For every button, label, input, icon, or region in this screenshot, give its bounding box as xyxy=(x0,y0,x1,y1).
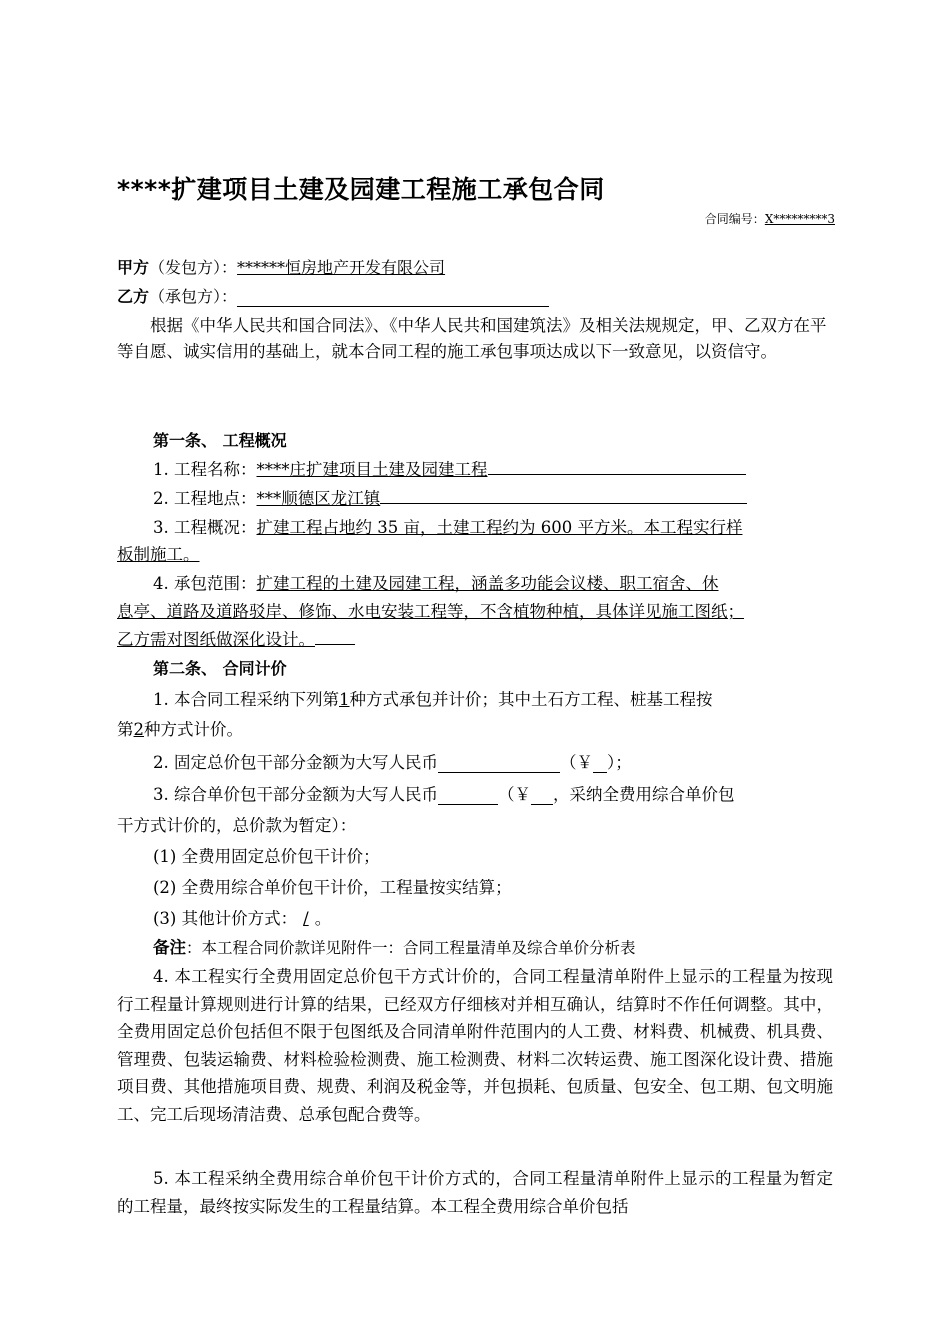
item-1-underline xyxy=(488,473,746,475)
fixed-total-amount-blank xyxy=(438,756,560,773)
party-b-line xyxy=(117,284,549,307)
earthwork-method-number: 2 xyxy=(133,720,144,739)
pricing-option-2: (2) 全费用综合单价包干计价，工程量按实结算； xyxy=(153,878,512,897)
remark-text: ：本工程合同价款详见附件一：合同工程量清单及综合单价分析表 xyxy=(186,939,636,957)
pricing-option-3-end: 。 xyxy=(314,909,332,928)
contract-number-value: X*********3 xyxy=(764,212,835,226)
pricing-item-2-text-c: ）； xyxy=(607,753,632,772)
pricing-item-2-text-b: （￥ xyxy=(560,753,593,772)
remark-line xyxy=(153,934,636,958)
project-overview-line-2: 板制施工。 xyxy=(117,545,200,564)
article-1-item-1 xyxy=(153,456,746,480)
pricing-item-2 xyxy=(153,749,632,773)
pricing-item-3-line-2: 干方式计价的，总价款为暂定）： xyxy=(117,816,357,835)
unit-price-amount-blank xyxy=(438,788,498,805)
article-2-heading: 第二条、 合同计价 xyxy=(153,659,287,678)
party-a-name: ******恒房地产开发有限公司 xyxy=(237,258,446,277)
intro-paragraph: 根据《中华人民共和国合同法》、《中华人民共和国建筑法》及相关法规规定，甲、乙双方在平等自愿、诚实信用的基础上，就本合同工程的施工承包事项达成以下一致意见，以资信守。 xyxy=(117,316,827,361)
article-1-item-2 xyxy=(153,485,747,509)
pricing-item-1-text-c: 第 xyxy=(117,720,134,739)
party-b-label: 乙方 xyxy=(117,287,150,306)
item-3-label: 3. 工程概况： xyxy=(153,518,257,537)
pricing-item-1-text-d: 种方式计价。 xyxy=(144,720,243,739)
project-location-value: ***顺德区龙江镇 xyxy=(256,489,381,508)
pricing-item-4-paragraph: 4. 本工程实行全费用固定总价包干方式计价的，合同工程量清单附件上显示的工程量为按现行工程量计算规则进行计算的结果，已经双方仔细核对并相互确认，结算时不作任何调整。其中，全费用固定总价包括但不限于包图纸及合同清单附件范围内的人工费、材料费、机械费、机具费、管理费、包装运输费、材料检验检测费、施工检测费、材料二次转运费、施工图深化设计费、措施项目费、其他措施项目费、规费、利润及税金等，并包损耗、包质量、包安全、包工期、包文明施工、完工后现场清洁费、总承包配合费等。 xyxy=(117,967,833,1124)
article-1-item-4 xyxy=(153,570,719,594)
pricing-option-3 xyxy=(153,905,331,929)
scope-line-3: 乙方需对图纸做深化设计。 xyxy=(117,630,315,649)
party-b-role: （承包方）： xyxy=(149,287,238,306)
other-method-value: / xyxy=(303,909,309,928)
pricing-item-1-text-a: 1. 本合同工程采纳下列第 xyxy=(153,690,339,709)
scope-underline xyxy=(315,643,355,645)
item-2-underline xyxy=(380,502,747,504)
scope-line-1: 扩建工程的土建及园建工程，涵盖多功能会议楼、职工宿舍、休 xyxy=(256,574,719,593)
contract-number-label: 合同编号： xyxy=(704,212,765,226)
party-a-label: 甲方 xyxy=(117,258,150,277)
unit-price-yen-blank xyxy=(531,788,553,805)
party-b-blank xyxy=(237,290,549,307)
item-2-label: 2. 工程地点： xyxy=(153,489,257,508)
scope-line-3-wrap xyxy=(117,626,355,650)
pricing-item-2-text-a: 2. 固定总价包干部分金额为大写人民币 xyxy=(153,753,438,772)
pricing-option-3-label: (3) 其他计价方式： xyxy=(153,909,298,928)
pricing-item-3-text-a: 3. 综合单价包干部分金额为大写人民币 xyxy=(153,785,438,804)
pricing-option-1: (1) 全费用固定总价包干计价； xyxy=(153,847,380,866)
pricing-item-3-text-c: ，采纳全费用综合单价包 xyxy=(553,785,735,804)
pricing-item-3-text-b: （￥ xyxy=(498,785,531,804)
article-1-item-3 xyxy=(153,514,742,538)
pricing-item-1 xyxy=(153,686,713,710)
article-1-heading: 第一条、 工程概况 xyxy=(153,431,287,450)
document-title: ****扩建项目土建及园建工程施工承包合同 xyxy=(117,175,605,204)
fixed-total-yen-blank xyxy=(593,756,607,773)
pricing-item-1-text-b: 种方式承包并计价；其中土石方工程、桩基工程按 xyxy=(349,690,713,709)
remark-label: 备注 xyxy=(153,938,186,957)
item-1-label: 1. 工程名称： xyxy=(153,460,257,479)
scope-line-2: 息亭、道路及道路驳岸、修饰、水电安装工程等，不含植物种植，具体详见施工图纸； xyxy=(117,602,744,621)
pricing-item-3 xyxy=(153,781,735,805)
item-4-label: 4. 承包范围： xyxy=(153,574,257,593)
pricing-method-number: 1 xyxy=(339,690,350,709)
pricing-item-5-paragraph: 5. 本工程采纳全费用综合单价包干计价方式的，合同工程量清单附件上显示的工程量为暂定的工程量，最终按实际发生的工程量结算。本工程全费用综合单价包括 xyxy=(117,1169,833,1216)
project-name-value: ****庄扩建项目土建及园建工程 xyxy=(256,460,488,479)
pricing-item-1-line-2 xyxy=(117,716,243,740)
contract-number xyxy=(705,210,835,227)
project-overview-line-1: 扩建工程占地约 35 亩，土建工程约为 600 平方米。本工程实行样 xyxy=(256,518,743,537)
party-a-line xyxy=(117,255,445,278)
party-a-role: （发包方）： xyxy=(149,258,238,277)
